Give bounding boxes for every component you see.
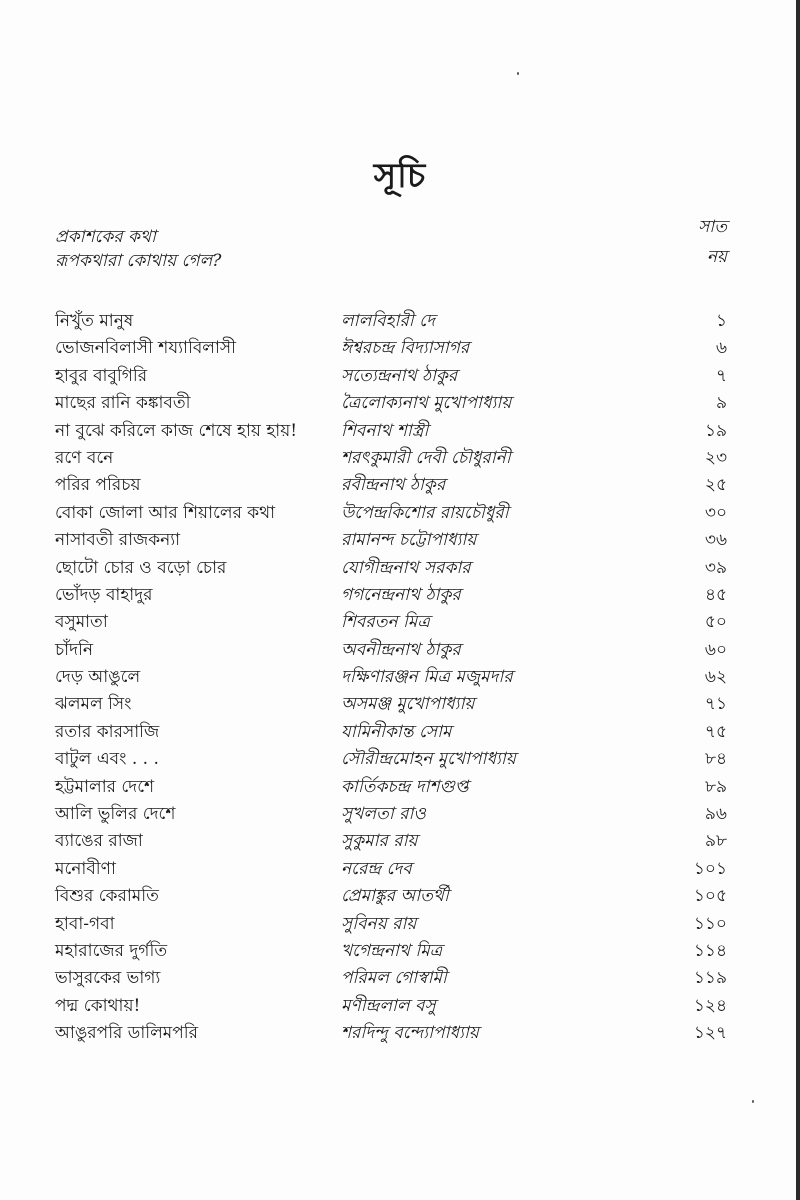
toc-author: যোগীন্দ্রনাথ সরকার [341,557,471,578]
toc-row [55,801,735,828]
toc-story-title: বিশুর কেরামতি [55,886,159,907]
toc-author: অসমঞ্জ মুখোপাধ্যায় [341,694,475,715]
toc-author: যামিনীকান্ত সোম [341,721,452,742]
toc-author: শিবনাথ শাস্ত্রী [341,420,429,441]
toc-author: কার্তিকচন্দ্র দাশগুপ্ত [341,776,469,797]
toc-page-number: ২৩ [704,447,727,468]
toc-page-number: ৬ [715,338,727,359]
toc-page-number: ৭৫ [704,721,727,742]
toc-page-number: ৫০ [704,612,727,633]
toc-page-number: ৭ [715,365,727,386]
toc-page-number: ৬২ [704,667,727,688]
toc-row [55,609,735,636]
toc-row [55,555,735,582]
toc-story-title: ভাসুরকের ভাগ্য [55,968,161,989]
toc-story-title: নিখুঁত মানুষ [55,311,134,331]
toc-story-title: বসুমাতা [55,612,108,633]
toc-row [55,856,735,883]
toc-row [55,500,735,527]
toc-row [55,363,735,390]
toc-story-title: মহারাজের দুর্গতি [55,940,168,961]
toc-page-number: ৩৯ [704,557,727,578]
toc-page-number: ৮৪ [704,749,727,770]
toc-story-title: মাছের রানি কঙ্কাবতী [55,393,191,414]
toc-author: প্রেমাঙ্কুর আতর্থী [341,886,449,907]
toc-author: দক্ষিণারঞ্জন মিত্র মজুমদার [341,667,513,688]
toc-row [55,719,735,746]
toc-author: শরদিন্দু বন্দ্যোপাধ্যায় [341,1023,479,1044]
toc-page-number: ১১৪ [693,940,727,961]
toc-author: মণীন্দ্রলাল বসু [341,995,436,1016]
toc-row [55,527,735,554]
toc-story-title: পরির পরিচয় [55,475,141,496]
toc-author: ত্রৈলোক্যনাথ মুখোপাধ্যায় [341,393,512,414]
front-matter-label: প্রকাশকের কথা [55,227,156,247]
toc-page-number: ৯৬ [704,804,727,825]
toc-row [55,938,735,965]
table-of-contents [55,308,735,1048]
toc-story-title: মনোবীণা [55,858,116,879]
toc-author: অবনীন্দ্রনাথ ঠাকুর [341,639,461,660]
page-title: সূচি [373,156,427,196]
toc-row [55,637,735,664]
toc-story-title: বাটুল এবং . . . [55,749,159,770]
toc-row [55,883,735,910]
toc-author: রবীন্দ্রনাথ ঠাকুর [341,475,446,496]
toc-author: ঈশ্বরচন্দ্র বিদ্যাসাগর [341,338,470,359]
toc-author: সৌরীন্দ্রমোহন মুখোপাধ্যায় [341,749,516,770]
toc-page-number: ৯৮ [704,831,727,852]
toc-story-title: বোকা জোলা আর শিয়ালের কথা [55,502,276,523]
toc-row [55,390,735,417]
toc-story-title: আলি ভুলির দেশে [55,804,176,825]
toc-story-title: হট্টমালার দেশে [55,776,155,797]
toc-author: উপেন্দ্রকিশোর রায়চৌধুরী [341,502,509,523]
toc-story-title: রতার কারসাজি [55,721,160,742]
toc-row [55,965,735,992]
front-matter-page: নয় [706,247,727,267]
toc-page-number: ১৯ [704,420,727,441]
toc-row [55,746,735,773]
toc-page-number: ১১৯ [693,968,727,989]
toc-story-title: না বুঝে করিলে কাজ শেষে হায় হায়! [55,420,298,441]
toc-page-number: ৩৬ [704,530,727,551]
toc-row [55,308,735,335]
toc-page-number: ৪৫ [704,584,727,605]
print-speck [752,1100,754,1103]
toc-page-number: ৮৯ [704,776,727,797]
toc-author: সুকুমার রায় [341,831,418,852]
toc-story-title: নাসাবতী রাজকন্যা [55,530,181,551]
toc-page-number: ৯ [715,393,727,414]
toc-page-number: ৬০ [704,639,727,660]
toc-author: গগনেন্দ্রনাথ ঠাকুর [341,584,461,605]
toc-story-title: দেড় আঙুলে [55,667,141,688]
toc-story-title: ব্যাঙের রাজা [55,831,143,852]
toc-row [55,993,735,1020]
toc-story-title: হাবা-গবা [55,913,115,934]
toc-page-number: ১০১ [693,858,727,879]
toc-story-title: ঝলমল সিং [55,694,132,715]
toc-story-title: চাঁদনি [55,639,94,660]
toc-row [55,582,735,609]
toc-author: খগেন্দ্রনাথ মিত্র [341,940,443,961]
toc-row [55,418,735,445]
print-speck [517,72,519,75]
toc-story-title: ভোজনবিলাসী শয্যাবিলাসী [55,338,236,359]
toc-author: শরৎকুমারী দেবী চৌধুরানী [341,447,511,468]
toc-author: পরিমল গোস্বামী [341,968,447,989]
toc-author: সুখলতা রাও [341,804,426,825]
toc-page-number: ১২৭ [693,1023,727,1044]
toc-story-title: আঙুরপরি ডালিমপরি [55,1023,198,1044]
toc-row [55,445,735,472]
toc-story-title: ছোটো চোর ও বড়ো চোর [55,557,227,578]
toc-row [55,828,735,855]
toc-page-number: ১০৫ [693,886,727,907]
toc-row [55,335,735,362]
toc-author: সুবিনয় রায় [341,913,417,934]
toc-story-title: রণে বনে [55,447,114,468]
toc-story-title: ভোঁদড় বাহাদুর [55,584,153,605]
toc-page-number: ৩০ [704,502,727,523]
front-matter-page-row [55,214,735,238]
toc-author: লালবিহারী দে [341,311,435,331]
toc-page-number: ২৫ [704,475,727,496]
toc-author: সত্যেন্দ্রনাথ ঠাকুর [341,365,458,386]
toc-row [55,691,735,718]
toc-page-number: ১১০ [693,913,727,934]
toc-page-number: ১ [715,311,727,331]
toc-author: রামানন্দ চট্টোপাধ্যায় [341,530,477,551]
toc-author: নরেন্দ্র দেব [341,858,412,879]
toc-row [55,774,735,801]
toc-author: শিবরতন মিত্র [341,612,430,633]
toc-story-title: হাবুর বাবুগিরি [55,365,148,386]
toc-row [55,472,735,499]
front-matter-label: রূপকথারা কোথায় গেল? [55,251,222,271]
toc-page-number: ৭১ [704,694,727,715]
toc-row [55,1020,735,1047]
toc-row [55,911,735,938]
front-matter-page: সাত [698,217,727,237]
front-matter-item [55,248,735,272]
toc-row [55,664,735,691]
toc-page-number: ১২৪ [693,995,727,1016]
toc-story-title: পদ্ম কোথায়! [55,995,141,1016]
